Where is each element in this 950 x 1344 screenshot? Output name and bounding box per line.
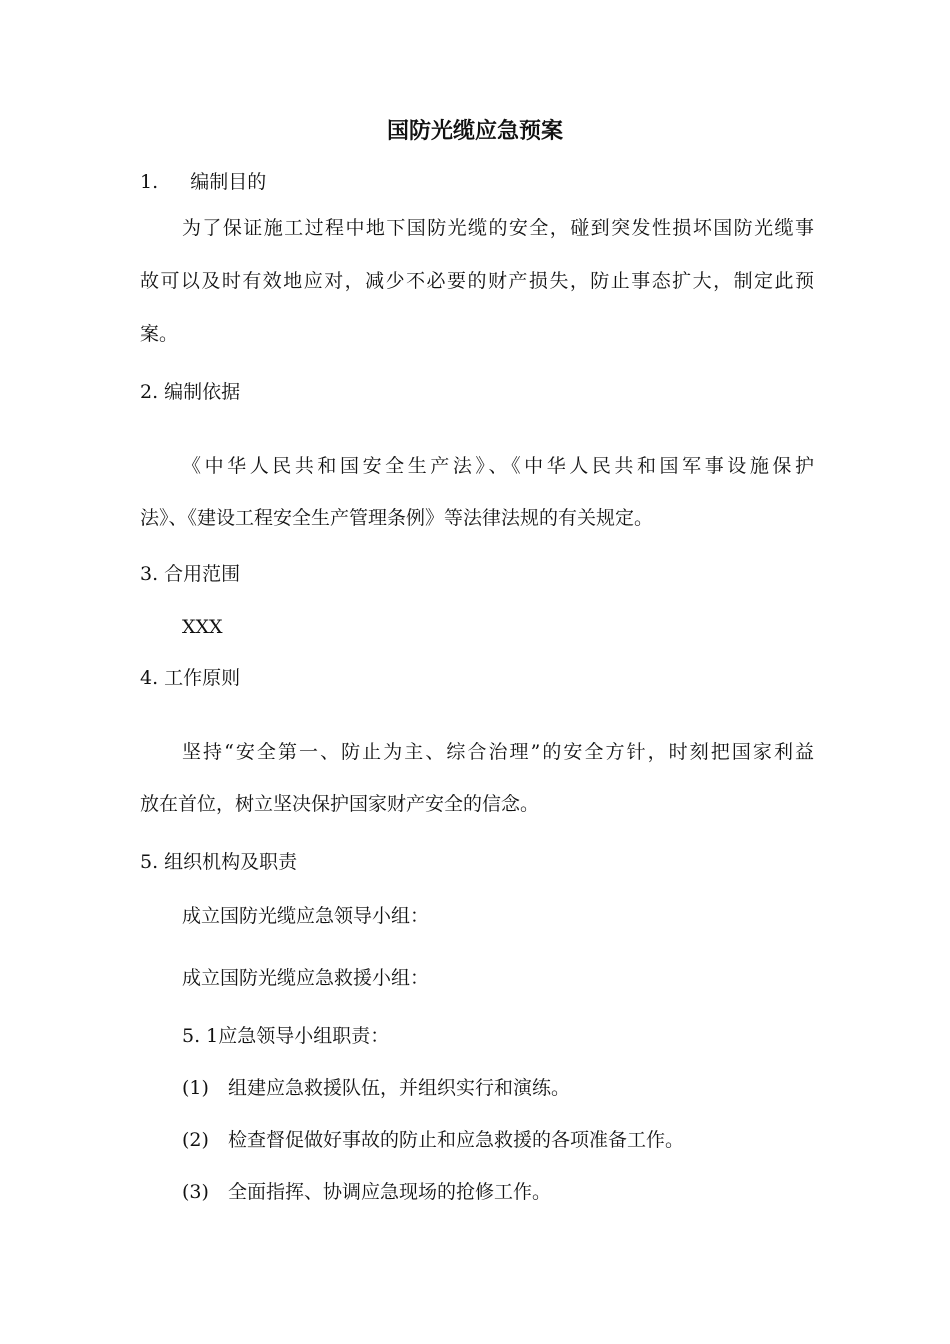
list-item [182,1076,570,1100]
list-item-number: (2) [182,1129,209,1151]
section-1-para-line-2: 故可以及时有效地应对，减少不必要的财产损失，防止事态扩大，制定此预 [140,270,814,292]
section-5-1-heading: 5. 1应急领导小组职责： [182,1025,390,1047]
section-2-para-line-1: 《中华人民共和国安全生产法》、《中华人民共和国军事设施保护 [182,455,814,477]
section-3-heading: 3. 合用范围 [140,563,241,585]
list-item-text: 全面指挥、协调应急现场的抢修工作。 [228,1181,552,1203]
list-item-number: (3) [182,1181,209,1203]
rescue-group-line: 成立国防光缆应急救援小组： [182,967,430,989]
list-item [182,1180,551,1204]
section-2-para-line-2: 法》、《建设工程安全生产管理条例》等法律法规的有关规定。 [140,507,654,529]
section-1-para-line-3: 案。 [140,323,179,345]
list-item-text: 检查督促做好事故的防止和应急救援的各项准备工作。 [228,1129,685,1151]
section-5-heading: 5. 组织机构及职责 [140,851,298,873]
section-3-content: XXX [182,616,223,638]
leader-group-line: 成立国防光缆应急领导小组： [182,905,430,927]
section-4-para-line-1: 坚持“安全第一、防止为主、综合治理”的安全方针，时刻把国家利益 [182,741,814,763]
document-title: 国防光缆应急预案 [386,118,563,144]
list-item-text: 组建应急救援队伍，并组织实行和演练。 [228,1077,571,1099]
section-4-heading: 4. 工作原则 [140,667,241,689]
section-1-heading [140,170,266,194]
section-1-para-line-1: 为了保证施工过程中地下国防光缆的安全，碰到突发性损坏国防光缆事 [182,217,814,239]
section-2-heading: 2. 编制依据 [140,381,241,403]
list-item [182,1128,684,1152]
section-4-para-line-2: 放在首位，树立坚决保护国家财产安全的信念。 [140,793,540,815]
section-1-title: 编制目的 [190,171,267,193]
list-item-number: (1) [182,1077,209,1099]
section-1-number: 1. [140,171,159,193]
